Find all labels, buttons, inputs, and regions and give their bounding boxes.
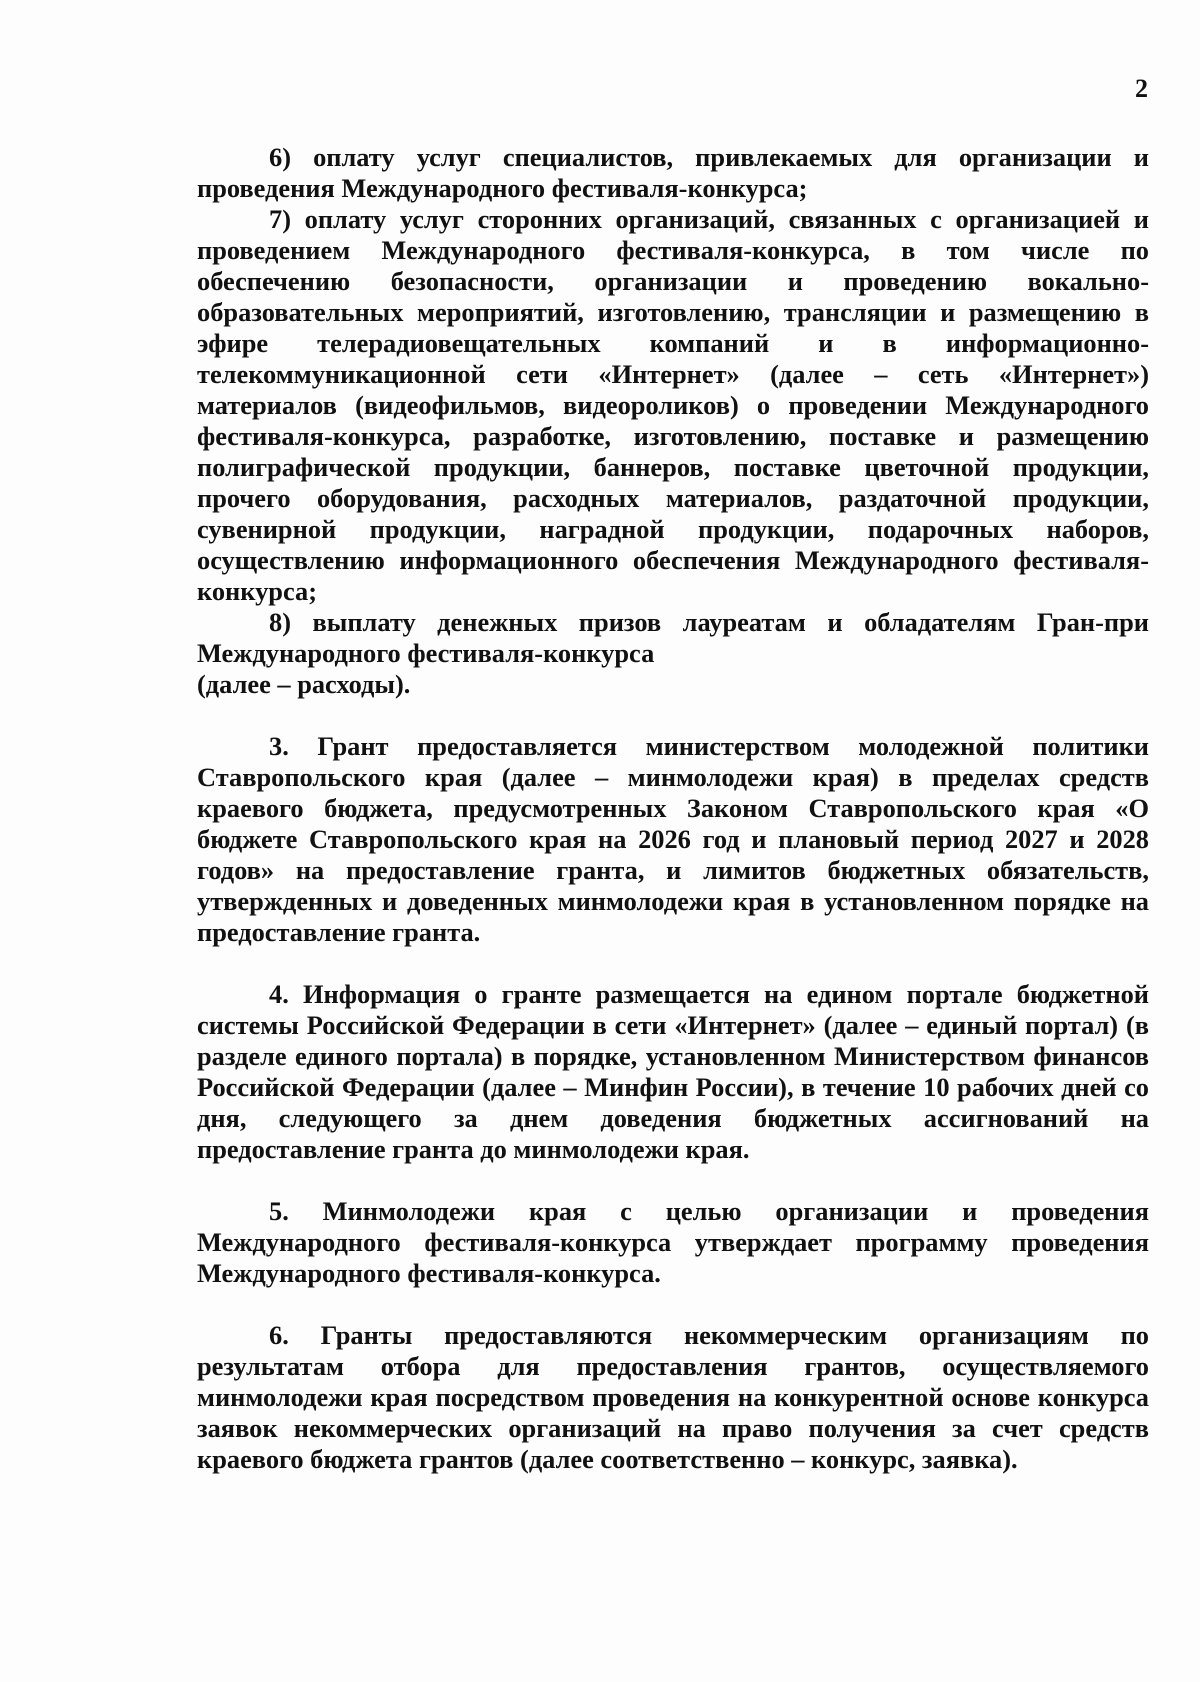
paragraph-6: 6. Гранты предоставляются некоммерческим организациям по результатам отбора для предоставления грантов, осуществляемого минмолодежи края посредством проведения на конкурентной основе конкурса заявок некоммерческих организаций на право получения за счет средств краевого бюджета грантов (далее соответственно – конкурс, заявка). bbox=[197, 1320, 1149, 1474]
document-body bbox=[197, 142, 1149, 1475]
page-number: 2 bbox=[1135, 74, 1148, 103]
paragraph-spacer bbox=[197, 1165, 1149, 1196]
paragraph-3: 3. Грант предоставляется министерством молодежной политики Ставропольского края (далее – минмолодежи края) в пределах средств краевого бюджета, предусмотренных Законом Ставропольского края «О бюджете Ставропольского края на 2026 год и плановый период 2027 и 2028 годов» на предоставление гранта, и лимитов бюджетных обязательств, утвержденных и доведенных минмолодежи края в установленном порядке на предоставление гранта. bbox=[197, 731, 1149, 947]
paragraph-4: 4. Информация о гранте размещается на едином портале бюджетной системы Российской Федерации в сети «Интернет» (далее – единый портал) (в разделе единого портала) в порядке, установленном Министерством финансов Российской Федерации (далее – Минфин России), в течение 10 рабочих дней со дня, следующего за днем доведения бюджетных ассигнований на предоставление гранта до минмолодежи края. bbox=[197, 979, 1149, 1164]
paragraph-5: 5. Минмолодежи края с целью организации и проведения Международного фестиваля-конкурса утверждает программу проведения Международного фестиваля-конкурса. bbox=[197, 1196, 1149, 1288]
paragraph-spacer bbox=[197, 700, 1149, 731]
list-item-8: 8) выплату денежных призов лауреатам и обладателям Гран-при Международного фестиваля-конкурса bbox=[197, 607, 1149, 668]
expenses-definition: (далее – расходы). bbox=[197, 669, 411, 699]
paragraph-spacer bbox=[197, 1289, 1149, 1320]
paragraph-spacer bbox=[197, 948, 1149, 979]
list-item-6: 6) оплату услуг специалистов, привлекаемых для организации и проведения Международного фестиваля-конкурса; bbox=[197, 142, 1149, 203]
list-item-7: 7) оплату услуг сторонних организаций, связанных с организацией и проведением Международного фестиваля-конкурса, в том числе по обеспечению безопасности, организации и проведению вокально-образовательных мероприятий, изготовлению, трансляции и размещению в эфире телерадиовещательных компаний и в информационно-телекоммуникационной сети «Интернет» (далее – сеть «Интернет») материалов (видеофильмов, видеороликов) о проведении Международного фестиваля-конкурса, разработке, изготовлению, поставке и размещению полиграфической продукции, баннеров, поставке цветочной продукции, прочего оборудования, расходных материалов, раздаточной продукции, сувенирной продукции, наградной продукции, подарочных наборов, осуществлению информационного обеспечения Международного фестиваля-конкурса; bbox=[197, 204, 1149, 606]
